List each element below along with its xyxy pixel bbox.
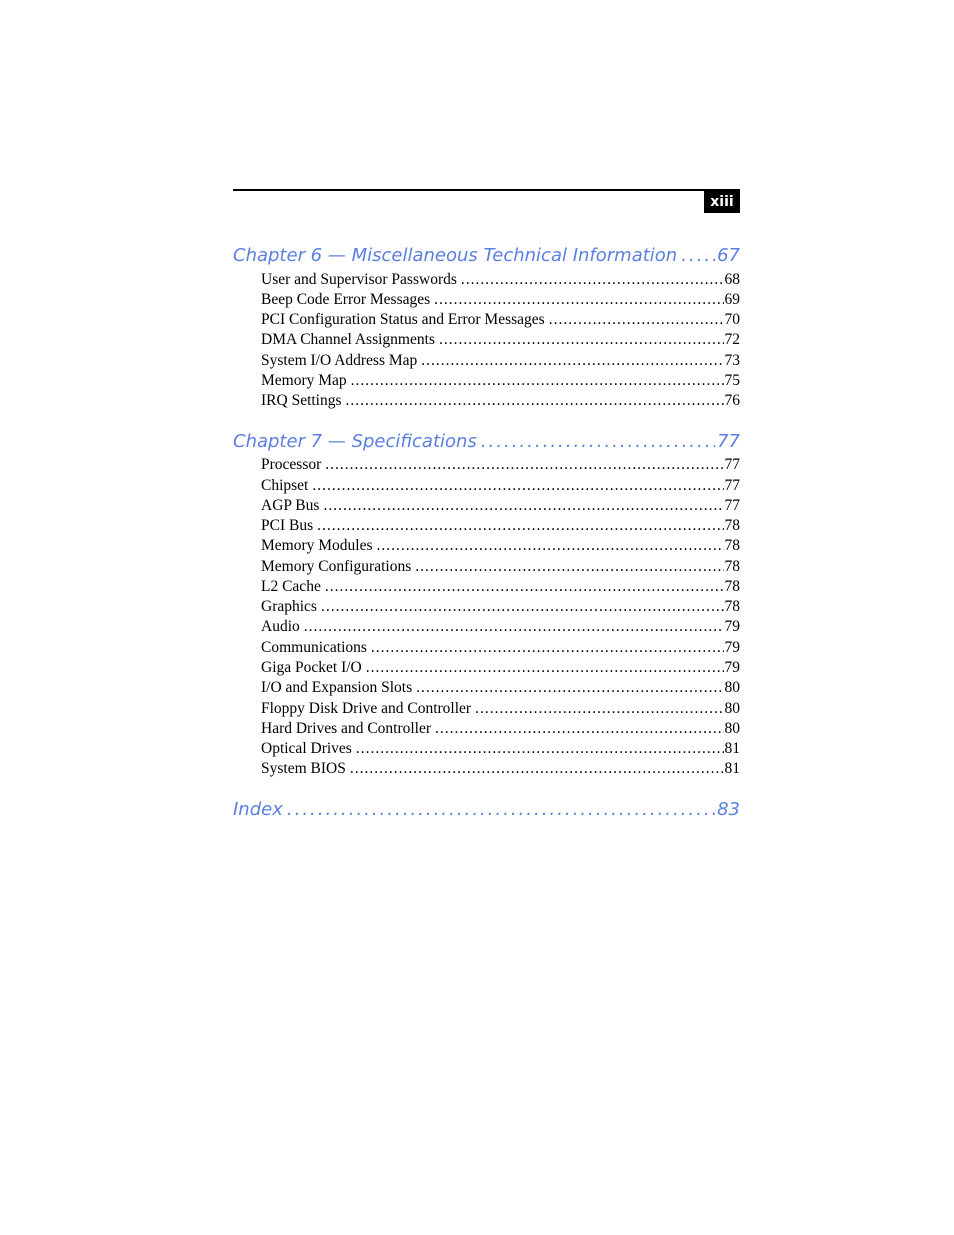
entry-page: 78: [724, 598, 740, 615]
entry-label: DMA Channel Assignments: [261, 331, 435, 348]
entry-page: 80: [724, 700, 740, 717]
entry-page: 79: [724, 639, 740, 656]
entry-label: Memory Map: [261, 372, 347, 389]
dot-leader: [366, 658, 724, 678]
dot-leader: [321, 597, 724, 617]
entry-label: PCI Bus: [261, 517, 314, 534]
entry-label: System I/O Address Map: [261, 352, 418, 369]
toc-entry[interactable]: [261, 310, 740, 330]
toc-entry[interactable]: [261, 658, 740, 678]
entry-label: Memory Modules: [261, 537, 373, 554]
toc-chapter-6[interactable]: [233, 244, 740, 268]
entry-label: User and Supervisor Passwords: [261, 271, 457, 288]
toc-entry[interactable]: [261, 617, 740, 637]
entry-page: 68: [724, 271, 740, 288]
toc-entry[interactable]: [261, 638, 740, 658]
dot-leader: [549, 310, 724, 330]
toc-entry[interactable]: [261, 759, 740, 779]
entry-label: Optical Drives: [261, 740, 352, 757]
dot-leader: [434, 290, 723, 310]
toc-entry[interactable]: [261, 476, 740, 496]
entry-label: Memory Configurations: [261, 558, 412, 575]
toc-entry[interactable]: [261, 330, 740, 350]
chapter-page: 83: [717, 799, 740, 820]
entry-page: 77: [724, 456, 740, 473]
entry-label: L2 Cache: [261, 578, 321, 595]
chapter-title: Chapter 7 — Specifications: [233, 431, 477, 452]
toc-entry[interactable]: [261, 455, 740, 475]
entry-page: 73: [724, 352, 740, 369]
dot-leader: [325, 455, 723, 475]
toc-entry[interactable]: [261, 351, 740, 371]
page-number-badge: xiii: [704, 191, 740, 213]
toc-chapter-7[interactable]: [233, 430, 740, 454]
dot-leader: [351, 371, 724, 391]
dot-leader: [481, 430, 715, 454]
dot-leader: [346, 391, 724, 411]
entry-label: I/O and Expansion Slots: [261, 679, 413, 696]
dot-leader: [377, 536, 724, 556]
entry-label: AGP Bus: [261, 497, 320, 514]
entry-page: 77: [724, 477, 740, 494]
dot-leader: [439, 330, 724, 350]
entry-page: 69: [724, 291, 740, 308]
entry-label: PCI Configuration Status and Error Messages: [261, 311, 545, 328]
entry-label: Processor: [261, 456, 322, 473]
entry-page: 81: [724, 740, 740, 757]
entry-page: 78: [724, 558, 740, 575]
dot-leader: [421, 351, 723, 371]
dot-leader: [317, 516, 723, 536]
chapter-page: 67: [717, 245, 740, 266]
entry-label: Audio: [261, 618, 300, 635]
entry-label: System BIOS: [261, 760, 346, 777]
entry-label: Giga Pocket I/O: [261, 659, 362, 676]
dot-leader: [461, 270, 724, 290]
entry-page: 79: [724, 659, 740, 676]
toc-entry[interactable]: [261, 597, 740, 617]
toc-entry[interactable]: [261, 496, 740, 516]
entry-label: Chipset: [261, 477, 309, 494]
dot-leader: [371, 638, 724, 658]
chapter-title: Index: [233, 799, 283, 820]
toc-entry[interactable]: [261, 719, 740, 739]
header-rule: [233, 189, 740, 191]
toc-entry[interactable]: [261, 516, 740, 536]
entry-page: 80: [724, 720, 740, 737]
dot-leader: [287, 798, 715, 822]
chapter-page: 77: [717, 431, 740, 452]
dot-leader: [323, 496, 723, 516]
entry-page: 80: [724, 679, 740, 696]
entry-label: Hard Drives and Controller: [261, 720, 432, 737]
dot-leader: [356, 739, 724, 759]
entry-page: 81: [724, 760, 740, 777]
toc-entry[interactable]: [261, 577, 740, 597]
dot-leader: [681, 244, 715, 268]
entry-label: IRQ Settings: [261, 392, 342, 409]
dot-leader: [415, 557, 723, 577]
dot-leader: [312, 476, 723, 496]
dot-leader: [475, 699, 723, 719]
toc-entry[interactable]: [261, 536, 740, 556]
toc-entry[interactable]: [261, 739, 740, 759]
entry-page: 72: [724, 331, 740, 348]
entry-page: 79: [724, 618, 740, 635]
entry-label: Graphics: [261, 598, 317, 615]
entry-label: Beep Code Error Messages: [261, 291, 431, 308]
entry-label: Floppy Disk Drive and Controller: [261, 700, 472, 717]
toc-entry[interactable]: [261, 371, 740, 391]
entry-page: 75: [724, 372, 740, 389]
entry-page: 78: [724, 537, 740, 554]
dot-leader: [435, 719, 723, 739]
chapter-title: Chapter 6 — Miscellaneous Technical Information: [233, 245, 678, 266]
dot-leader: [325, 577, 724, 597]
entry-page: 76: [724, 392, 740, 409]
dot-leader: [304, 617, 724, 637]
toc-entry[interactable]: [261, 678, 740, 698]
dot-leader: [416, 678, 723, 698]
toc-entry[interactable]: [261, 557, 740, 577]
toc-index[interactable]: [233, 798, 740, 822]
toc-entry[interactable]: [261, 290, 740, 310]
entry-label: Communications: [261, 639, 367, 656]
entry-page: 78: [724, 578, 740, 595]
entry-page: 77: [724, 497, 740, 514]
entry-page: 78: [724, 517, 740, 534]
toc-entry[interactable]: [261, 391, 740, 411]
entry-page: 70: [724, 311, 740, 328]
toc-entry[interactable]: [261, 699, 740, 719]
toc-entry[interactable]: [261, 270, 740, 290]
dot-leader: [350, 759, 724, 779]
